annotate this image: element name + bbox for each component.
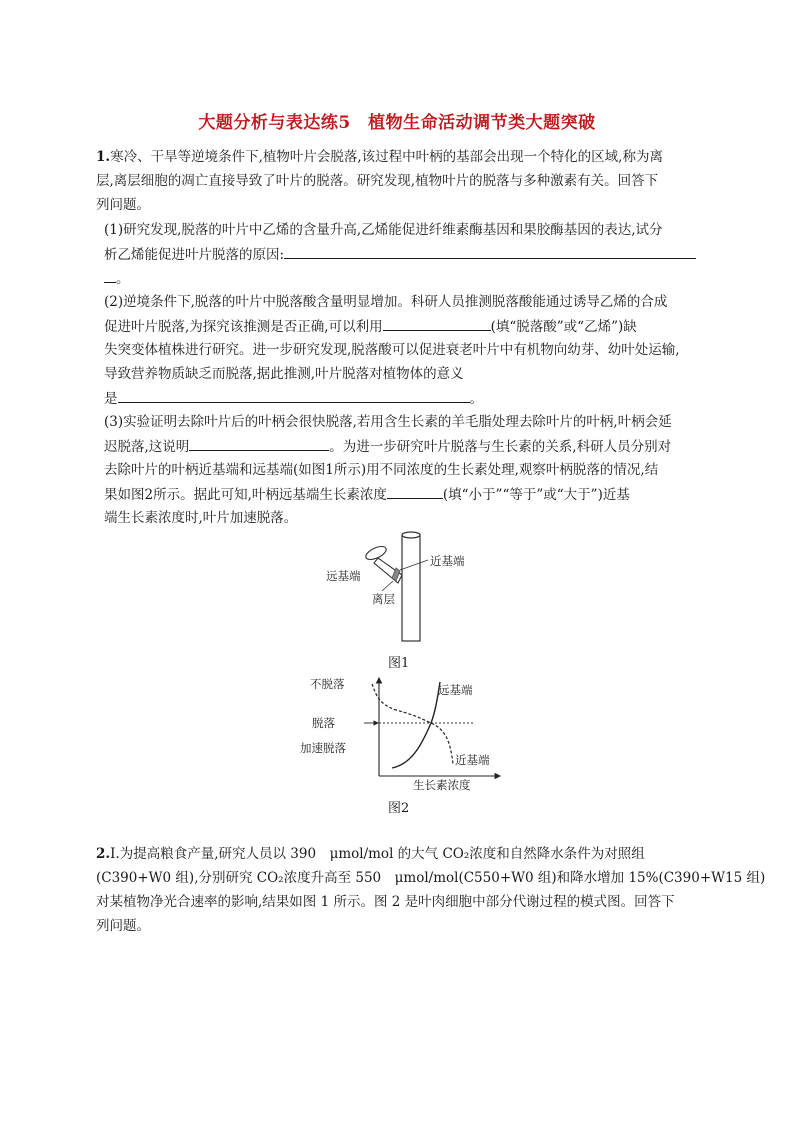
q1-part1-line: (1)研究发现,脱落的叶片中乙烯的含量升高,乙烯能促进纤维素酶基因和果胶酶基因的表达,试分 xyxy=(104,222,663,238)
q1-part1-line: 析乙烯能促进叶片脱落的原因: xyxy=(104,247,285,263)
q1-part2-line: (2)逆境条件下,脱落的叶片中脱落酸含量明显增加。科研人员推测脱落酸能通过诱导乙烯的合成 xyxy=(104,294,668,310)
figure-2-caption: 图2 xyxy=(388,801,410,816)
y-label-abscission: 脱落 xyxy=(312,716,335,730)
q2-line: 列问题。 xyxy=(96,918,150,934)
answer-blank-3[interactable] xyxy=(118,386,470,403)
q2-line: Ⅰ.为提高粮食产量,研究人员以 390 μmol/mol 的大气 CO₂浓度和自然降水条件为对照组 xyxy=(110,846,645,862)
curve-label-far: 远基端 xyxy=(438,683,473,697)
q1-part3-line: 迟脱落,这说明 xyxy=(104,439,190,455)
q1-part3-line: 。为进一步研究叶片脱落与生长素的关系,科研人员分别对 xyxy=(329,439,672,455)
q1-part3-line: 端生长素浓度时,叶片加速脱落。 xyxy=(104,510,298,526)
figure-1 xyxy=(300,525,500,650)
curve-label-near: 近基端 xyxy=(455,753,490,767)
label-far-end: 远基端 xyxy=(326,569,361,583)
q1-part2-line: 是 xyxy=(104,391,118,407)
q1-intro-line: 列问题。 xyxy=(96,197,150,213)
figure-2 xyxy=(300,672,520,797)
y-label-accelerated: 加速脱落 xyxy=(300,741,346,755)
q1-part3-line: (3)实验证明去除叶片后的叶柄会很快脱落,若用含生长素的羊毛脂处理去除叶片的叶柄,叶柄会延 xyxy=(104,414,672,430)
q1-intro-line: 层,离层细胞的凋亡直接导致了叶片的脱落。研究发现,植物叶片的脱落与多种激素有关。回答下 xyxy=(96,173,659,189)
q1-part2-line: (填“脱落酸”或“乙烯”)缺 xyxy=(490,319,637,335)
petiole-cut-end xyxy=(364,544,388,562)
answer-blank-2[interactable] xyxy=(383,314,491,331)
q1-part1 xyxy=(96,218,724,290)
q2 xyxy=(96,842,766,938)
label-near-end: 近基端 xyxy=(430,554,465,568)
label-abscission-layer: 离层 xyxy=(372,592,395,606)
q2-number: 2. xyxy=(96,846,111,862)
figure-1-caption: 图1 xyxy=(388,656,410,671)
q1-part3-line: (填“小于”“等于”或“大于”)近基 xyxy=(442,487,630,503)
q1-intro xyxy=(96,145,716,217)
q1-intro-line: 寒冷、干旱等逆境条件下,植物叶片会脱落,该过程中叶柄的基部会出现一个特化的区域,称为离 xyxy=(110,149,663,165)
q1-part3 xyxy=(96,410,724,530)
answer-blank-1[interactable] xyxy=(284,242,696,259)
answer-blank-5[interactable] xyxy=(387,482,443,499)
page-title: 大题分析与表达练5 植物生命活动调节类大题突破 xyxy=(198,113,596,133)
q1-part2-line: 促进叶片脱落,为探究该推测是否正确,可以利用 xyxy=(104,319,383,335)
q1-part1-end: 。 xyxy=(116,271,130,287)
stem-top xyxy=(402,532,420,538)
q1-number: 1. xyxy=(96,149,111,165)
q1-part3-line: 去除叶片的叶柄近基端和远基端(如图1所示)用不同浓度的生长素处理,观察叶柄脱落的情况,结 xyxy=(104,462,659,478)
q1-part2-line: 。 xyxy=(469,391,483,407)
q2-line: 对某植物净光合速率的影响,结果如图 1 所示。图 2 是叶肉细胞中部分代谢过程的模式图。回答下 xyxy=(96,894,675,910)
q1-part2-line: 失突变体植株进行研究。进一步研究发现,脱落酸可以促进衰老叶片中有机物向幼芽、幼叶处运输, xyxy=(104,342,680,358)
leader-layer xyxy=(382,581,393,591)
q1-part3-line: 果如图2所示。据此可知,叶柄远基端生长素浓度 xyxy=(104,487,387,503)
answer-blank-4[interactable] xyxy=(189,434,329,451)
x-axis-label: 生长素浓度 xyxy=(413,778,471,792)
y-label-no-abscission: 不脱落 xyxy=(310,677,345,691)
curve-far-end xyxy=(392,682,440,768)
answer-blank-1-cont[interactable] xyxy=(104,266,116,283)
q2-line: (C390+W0 组),分别研究 CO₂浓度升高至 550 μmol/mol(C550+W0 组)和降水增加 15%(C390+W15 组) xyxy=(96,870,766,886)
stem xyxy=(402,535,420,641)
q1-part2 xyxy=(96,290,724,410)
q1-part2-line: 导致营养物质缺乏而脱落,据此推测,叶片脱落对植物体的意义 xyxy=(104,366,464,382)
